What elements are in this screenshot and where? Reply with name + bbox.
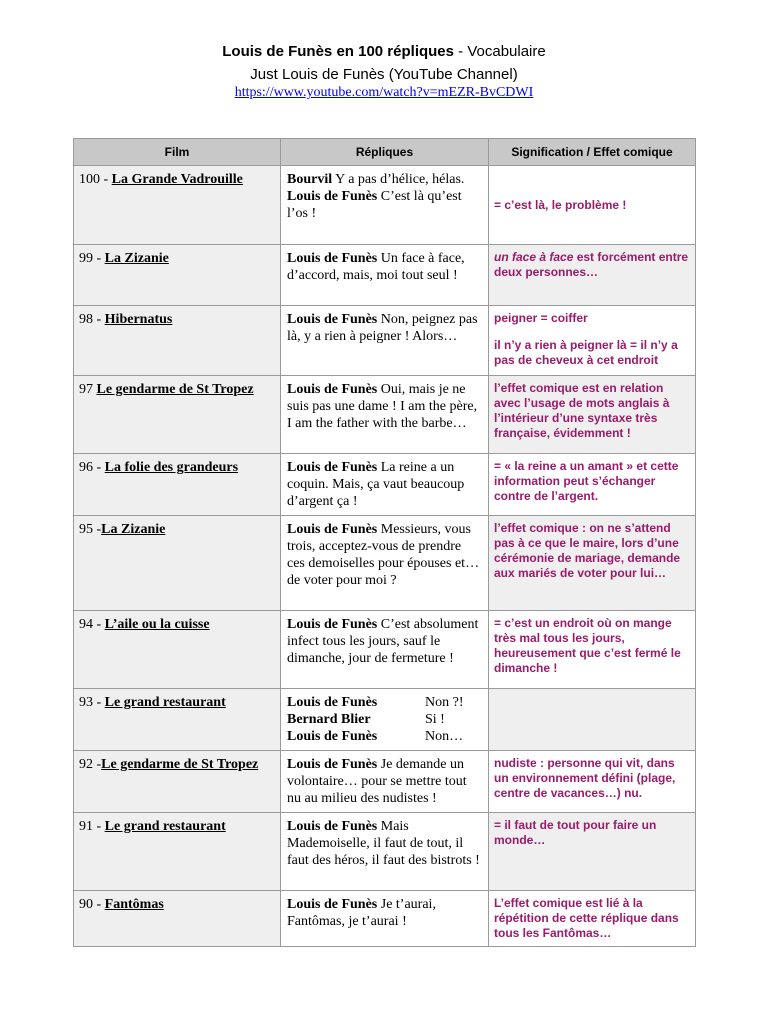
note-cell	[489, 611, 696, 689]
film-cell	[74, 245, 281, 306]
film-cell	[74, 166, 281, 245]
header-film: Film	[74, 139, 281, 166]
table-row	[74, 751, 696, 813]
note-cell	[489, 376, 696, 454]
speaker: Bourvil	[287, 172, 333, 187]
note-text: L’effet comique est lié à la répétition de cette réplique dans tous les Fantômas…	[494, 896, 679, 940]
table-row	[74, 689, 696, 751]
line: C’est absolument infect tous les jours, sauf le dimanche, jour de fermeture !	[287, 617, 479, 666]
film-title: Le gendarme de St Tropez	[96, 382, 254, 397]
replique-cell	[281, 166, 489, 245]
speaker: Louis de Funès	[287, 460, 378, 475]
film-title: Hibernatus	[104, 312, 173, 327]
row-number: 93 -	[79, 695, 105, 710]
film-cell	[74, 751, 281, 813]
note-cell	[489, 245, 696, 306]
line: Non ?!	[425, 695, 464, 710]
film-cell	[74, 891, 281, 947]
table-header-row	[74, 139, 696, 166]
header-repliques: Répliques	[281, 139, 489, 166]
film-title: La Grande Vadrouille	[111, 172, 243, 187]
note-cell	[489, 751, 696, 813]
note-text: l’effet comique : on ne s’attend pas à ce que le maire, lors d’une cérémonie de mariage, demande aux mariés de voter pour lui…	[494, 521, 681, 580]
table-row	[74, 376, 696, 454]
replique-cell	[281, 813, 489, 891]
dialogue-line	[287, 728, 482, 745]
replique-cell	[281, 689, 489, 751]
film-title: Le grand restaurant	[104, 819, 226, 834]
speaker: Louis de Funès	[287, 522, 378, 537]
table-row	[74, 245, 696, 306]
row-number: 100 -	[79, 172, 112, 187]
film-title: Le gendarme de St Tropez	[101, 757, 259, 772]
table-row	[74, 166, 696, 245]
table-row	[74, 611, 696, 689]
note-cell	[489, 166, 696, 245]
row-number: 95 -	[79, 522, 102, 537]
replique-cell	[281, 306, 489, 376]
film-title: Fantômas	[104, 897, 164, 912]
row-number: 99 -	[79, 251, 105, 266]
line: Messieurs, vous trois, acceptez-vous de prendre ces demoiselles pour épouses et… de voter pour moi ?	[287, 522, 480, 588]
replique-cell	[281, 516, 489, 611]
note-text: l’effet comique est en relation avec l’usage de mots anglais à l’intérieur d’une syntaxe très française, évidemment !	[494, 381, 670, 440]
row-number: 90 -	[79, 897, 105, 912]
title-bold: Louis de Funès en 100 répliques	[222, 43, 454, 60]
line: La reine a un coquin. Mais, ça vaut beaucoup d’argent ça !	[287, 460, 465, 509]
replique-cell	[281, 611, 489, 689]
dialogue-line	[287, 711, 482, 728]
table-row	[74, 306, 696, 376]
note-text: nudiste : personne qui vit, dans un environnement défini (plage, centre de vacances…) nu.	[494, 756, 676, 800]
row-number: 92 -	[79, 757, 102, 772]
film-title: L’aile ou la cuisse	[104, 617, 210, 632]
note-cell	[489, 689, 696, 751]
film-cell	[74, 516, 281, 611]
speaker: Louis de Funès	[287, 757, 378, 772]
line: Je demande un volontaire… pour se mettre tout nu au milieu des nudistes !	[287, 757, 467, 806]
line: Si !	[425, 712, 445, 727]
vocabulary-table	[73, 138, 696, 947]
row-number: 98 -	[79, 312, 105, 327]
row-number: 94 -	[79, 617, 105, 632]
film-cell	[74, 306, 281, 376]
note-text: = il faut de tout pour faire un monde…	[494, 818, 657, 847]
line: Un face à face, d’accord, mais, moi tout seul !	[287, 251, 465, 283]
line: Oui, mais je ne suis pas une dame ! I am the père, I am the father with the barbe…	[287, 382, 478, 431]
line: Non, peignez pas là, y a rien à peigner ! Alors…	[287, 312, 478, 344]
replique-cell	[281, 454, 489, 516]
note-text: = « la reine a un amant » et cette information peut s’échanger contre de l’argent.	[494, 459, 679, 503]
speaker: Louis de Funès	[287, 819, 378, 834]
line: Non…	[425, 729, 464, 744]
speaker: Louis de Funès	[287, 897, 378, 912]
note-emphasis: un face à face	[494, 250, 574, 264]
table-row	[74, 516, 696, 611]
speaker: Louis de Funès	[287, 189, 378, 204]
table-row	[74, 891, 696, 947]
film-title: La Zizanie	[104, 251, 169, 266]
document-subtitle: Just Louis de Funès (YouTube Channel)	[250, 66, 518, 83]
row-number: 91 -	[79, 819, 105, 834]
film-title: Le grand restaurant	[104, 695, 226, 710]
speaker: Louis de Funès	[287, 617, 378, 632]
replique-cell	[281, 245, 489, 306]
film-cell	[74, 689, 281, 751]
line: Y a pas d’hélice, hélas.	[332, 172, 465, 187]
film-title: La folie des grandeurs	[104, 460, 239, 475]
note-cell	[489, 454, 696, 516]
title-rest: - Vocabulaire	[454, 43, 546, 60]
document-title	[0, 42, 768, 62]
youtube-link[interactable]: https://www.youtube.com/watch?v=mEZR-BvCDWI	[234, 85, 534, 100]
document-header	[0, 42, 768, 101]
speaker: Louis de Funès	[287, 729, 378, 744]
dialogue-line	[287, 694, 482, 711]
line: Mais Mademoiselle, il faut de tout, il faut des héros, il faut des bistrots !	[287, 819, 480, 868]
note-cell	[489, 891, 696, 947]
line: Je t’aurai, Fantômas, je t’aurai !	[287, 897, 436, 929]
film-cell	[74, 611, 281, 689]
film-cell	[74, 454, 281, 516]
table-row	[74, 813, 696, 891]
film-title: La Zizanie	[101, 522, 166, 537]
replique-cell	[281, 376, 489, 454]
replique-cell	[281, 751, 489, 813]
speaker: Louis de Funès	[287, 695, 378, 710]
table-row	[74, 454, 696, 516]
note-text: est forcément entre deux personnes…	[494, 250, 689, 279]
header-signification: Signification / Effet comique	[489, 139, 696, 166]
note-text: = c’est là, le problème !	[494, 197, 627, 212]
note-text: peigner = coiffer	[494, 311, 588, 325]
speaker: Bernard Blier	[287, 712, 371, 727]
note-cell	[489, 813, 696, 891]
note-cell	[489, 516, 696, 611]
film-cell	[74, 813, 281, 891]
row-number: 97	[79, 382, 97, 397]
note-cell	[489, 306, 696, 376]
note-text: = c’est un endroit où on mange très mal tous les jours, heureusement que c’est fermé le dimanche !	[494, 616, 681, 675]
speaker: Louis de Funès	[287, 312, 378, 327]
speaker: Louis de Funès	[287, 251, 378, 266]
row-number: 96 -	[79, 460, 105, 475]
replique-cell	[281, 891, 489, 947]
film-cell	[74, 376, 281, 454]
note-text: il n’y a rien à peigner là = il n’y a pas de cheveux à cet endroit	[494, 338, 678, 367]
speaker: Louis de Funès	[287, 382, 378, 397]
line: C’est là qu’est l’os !	[287, 189, 462, 221]
